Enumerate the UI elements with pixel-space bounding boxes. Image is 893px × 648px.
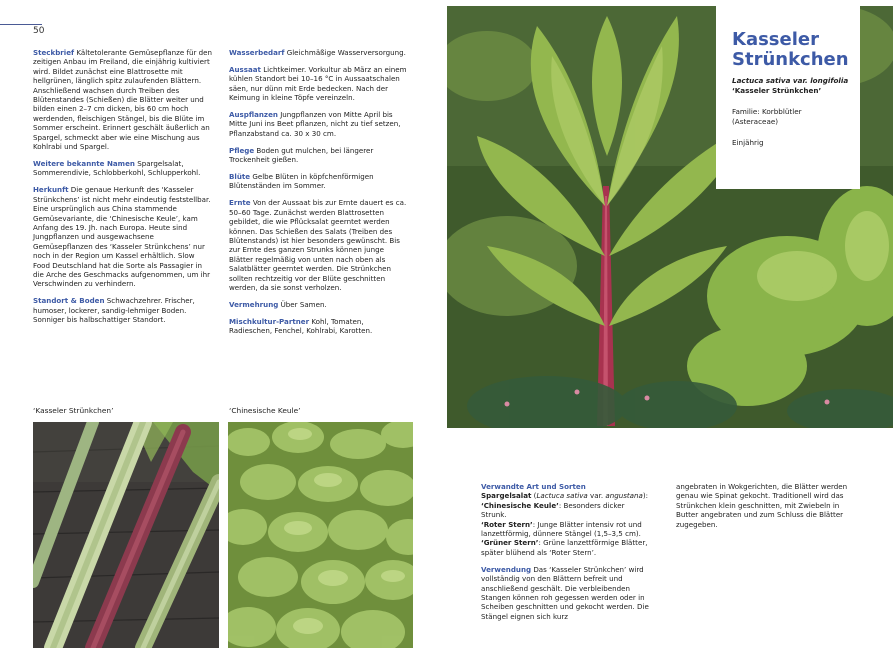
cultivation-section-paragraph: [229, 300, 409, 309]
profile-section-paragraph: [33, 296, 213, 324]
profile-section-label: Steckbrief: [33, 48, 75, 57]
profile-section-label: Weitere bekannte Namen: [33, 158, 135, 168]
cultivation-section-text: Kohl, Tomaten, Radieschen, Fenchel, Kohlrabi, Karotten.: [229, 316, 373, 336]
related-varieties-paragraph: [481, 482, 651, 557]
spargelsalat-name: Spargelsalat: [481, 491, 532, 501]
cultivation-section-paragraph: [229, 48, 409, 57]
cultivation-section-text: Gelbe Blüten in köpfchenförmigen Blütenständen im Sommer.: [229, 172, 374, 191]
profile-section-paragraph: [33, 185, 213, 288]
family-line-1: Familie: Korbblütler: [732, 107, 802, 117]
latin-name-block: [732, 76, 860, 95]
photo-kasseler-stalks-image: [33, 422, 219, 648]
profile-section-text: Die genaue Herkunft des ‘Kasseler Strünkchens’ ist nicht mehr eindeutig feststellbar. Eine ursprünglich aus China stammende Gemüsevariante, die ‘Chinesische Keule’, kam Anfang des 19. Jh. nach Europa. Heute sind Jungpflanzen und ausgewachsene Gemüsepflanzen des ‘Kasseler Strünkchens’ nur noch in der Region um Kassel erhältlich. Slow Food Deutschland hat die Sorte als Passagier in die Arche des Geschmacks aufgenommen, um ihr Verschwinden zu verhindern.: [33, 185, 211, 289]
chinesische-keule-text: : Besonders dicker Strunk.: [481, 500, 625, 520]
family-block: [732, 107, 860, 126]
cultivation-section-label: Pflege: [229, 145, 255, 155]
title-line-1: Kasseler: [732, 29, 819, 50]
right-text-column-2: [676, 482, 848, 537]
photo-kasseler-stalks: [33, 422, 219, 648]
cultivation-section-text: Boden gut mulchen, bei längerer Trockenheit gießen.: [229, 145, 374, 165]
left-text-column-2: [229, 48, 409, 343]
spargelsalat-latin-2: angustana: [605, 491, 643, 501]
profile-section-paragraph: [33, 159, 213, 178]
cultivation-section-text: Von der Aussaat bis zur Ernte dauert es ca. 50–60 Tage. Zunächst werden Blattrosetten gebildet, die wie Pflücksalat geerntet werden können. Das Schießen des Salats (Treiben des Blütenstands) ist hier besonders gewünscht. Bis zur Ernte des ganzen Strunks können junge Blätter regelmäßig von unten nach oben als Salatblätter geerntet werden. Die Strünkchen sollten rechtzeitig vor der Blüte geschnitten werden, da sie sonst verholzen.: [229, 198, 407, 293]
usage-text: Das ‘Kasseler Strünkchen’ wird vollständig von den Blättern befreit und anschließend geschält. Die verbleibenden Stangen können roh gegessen werden oder in Scheiben geschnitten und gekocht werden. Die Stängel eignen sich kurz: [481, 564, 649, 621]
title: [732, 30, 860, 70]
usage-paragraph: [481, 565, 651, 621]
cultivation-section-paragraph: [229, 172, 409, 191]
variety-name: ‘Kasseler Strünkchen’: [732, 85, 822, 95]
usage-label: Verwendung: [481, 564, 532, 574]
cultivation-section-paragraph: [229, 317, 409, 336]
related-varieties-heading: Verwandte Art und Sorten: [481, 482, 586, 491]
photo-chinesische-keule-bed: [228, 422, 413, 648]
profile-section-text: Kältetolerante Gemüsepflanze für den zeitigen Anbau im Freiland, die einjährig kultiviert wird. Bildet zunächst eine Blattrosette mit hellgrünen, länglich spitz zulaufenden Blättern. Anschließend wachsen durch Treiben des Blütenstandes (Schießen) die Blätter weiter und bilden einen 2–7 cm dicken, bis 60 cm hoch werdenden, fleischigen Stängel, bis die Blüte im Sommer erscheint. Erinnert geschält äußerlich an Spargel, schmeckt aber wie eine Mischung aus Kohlrabi und Spargel.: [33, 48, 213, 152]
cultivation-section-label: Blüte: [229, 172, 251, 182]
paren-close: ):: [642, 491, 649, 501]
roter-stern-name: ‘Roter Stern’: [481, 519, 533, 529]
cultivation-section-text: Jungpflanzen von Mitte April bis Mitte Juni ins Beet pflanzen, nicht zu tief setzen, Pflanzabstand ca. 30 x 30 cm.: [229, 110, 401, 138]
var-word: var.: [587, 491, 606, 501]
cultivation-section-label: Aussaat: [229, 64, 261, 74]
profile-section-label: Standort & Boden: [33, 296, 105, 306]
photo-lettuce-bed-image: [228, 422, 413, 648]
chinesische-keule-name: ‘Chinesische Keule’: [481, 500, 559, 510]
cultivation-section-paragraph: [229, 146, 409, 165]
cultivation-section-label: Auspflanzen: [229, 110, 278, 120]
roter-stern-text: : Junge Blätter intensiv rot und lanzettförmig, dünnere Stängel (1,5–3,5 cm).: [481, 519, 642, 539]
photo-caption-kasseler: ‘Kasseler Strünkchen’: [33, 406, 114, 415]
latin-name: Lactuca sativa var. longifolia: [732, 76, 849, 85]
title-box: [716, 6, 860, 189]
usage-continued: angebraten in Wokgerichten, die Blätter werden genau wie Spinat gekocht. Traditionell wird das Strünkchen klein geschnitten, mit Zwiebeln in Butter angebraten und zum Schluss die Blätter zugegeben.: [676, 482, 848, 529]
cultivation-section-label: Ernte: [229, 198, 251, 208]
cultivation-section-label: Mischkultur-Partner: [229, 316, 310, 326]
gruener-stern-text: : Grüne lanzettförmige Blätter, später blühend als ‘Roter Stern’.: [481, 538, 648, 557]
paren-open: (: [531, 491, 537, 501]
annual-label: Einjährig: [732, 138, 764, 148]
page-number-rule: [0, 24, 42, 25]
profile-section-paragraph: [33, 48, 213, 151]
page-number: 50: [33, 26, 45, 36]
cultivation-section-label: Vermehrung: [229, 299, 279, 309]
cultivation-section-text: Gleichmäßige Wasserversorgung.: [284, 48, 406, 57]
title-line-2: Strünkchen: [732, 49, 849, 70]
cultivation-section-text: Über Samen.: [278, 299, 327, 309]
family-line-2: (Asteraceae): [732, 116, 779, 126]
right-text-column-1: [481, 482, 651, 629]
cultivation-section-text: Lichtkeimer. Vorkultur ab März an einem kühlen Standort bei 10–16 °C in Aussaatschalen säen, nur dünn mit Erde bedecken. Nach der Keimung in kleine Töpfe vereinzeln.: [229, 64, 407, 103]
profile-section-text: Schwachzehrer. Frischer, humoser, lockerer, sandig-lehmiger Boden. Sonniger bis halbschattiger Standort.: [33, 296, 195, 325]
profile-section-text: Spargelsalat, Sommerendivie, Schlobberkohl, Schlupperkohl.: [33, 158, 201, 178]
cultivation-section-paragraph: [229, 65, 409, 103]
cultivation-section-label: Wasserbedarf: [229, 48, 285, 57]
photo-caption-chinesische-keule: ‘Chinesische Keule’: [229, 406, 301, 415]
cultivation-section-paragraph: [229, 110, 409, 138]
profile-section-label: Herkunft: [33, 185, 69, 195]
cultivation-section-paragraph: [229, 198, 409, 292]
left-text-column-1: [33, 48, 213, 332]
gruener-stern-name: ‘Grüner Stern’: [481, 538, 539, 548]
spargelsalat-latin: Lactuca sativa: [536, 491, 588, 501]
